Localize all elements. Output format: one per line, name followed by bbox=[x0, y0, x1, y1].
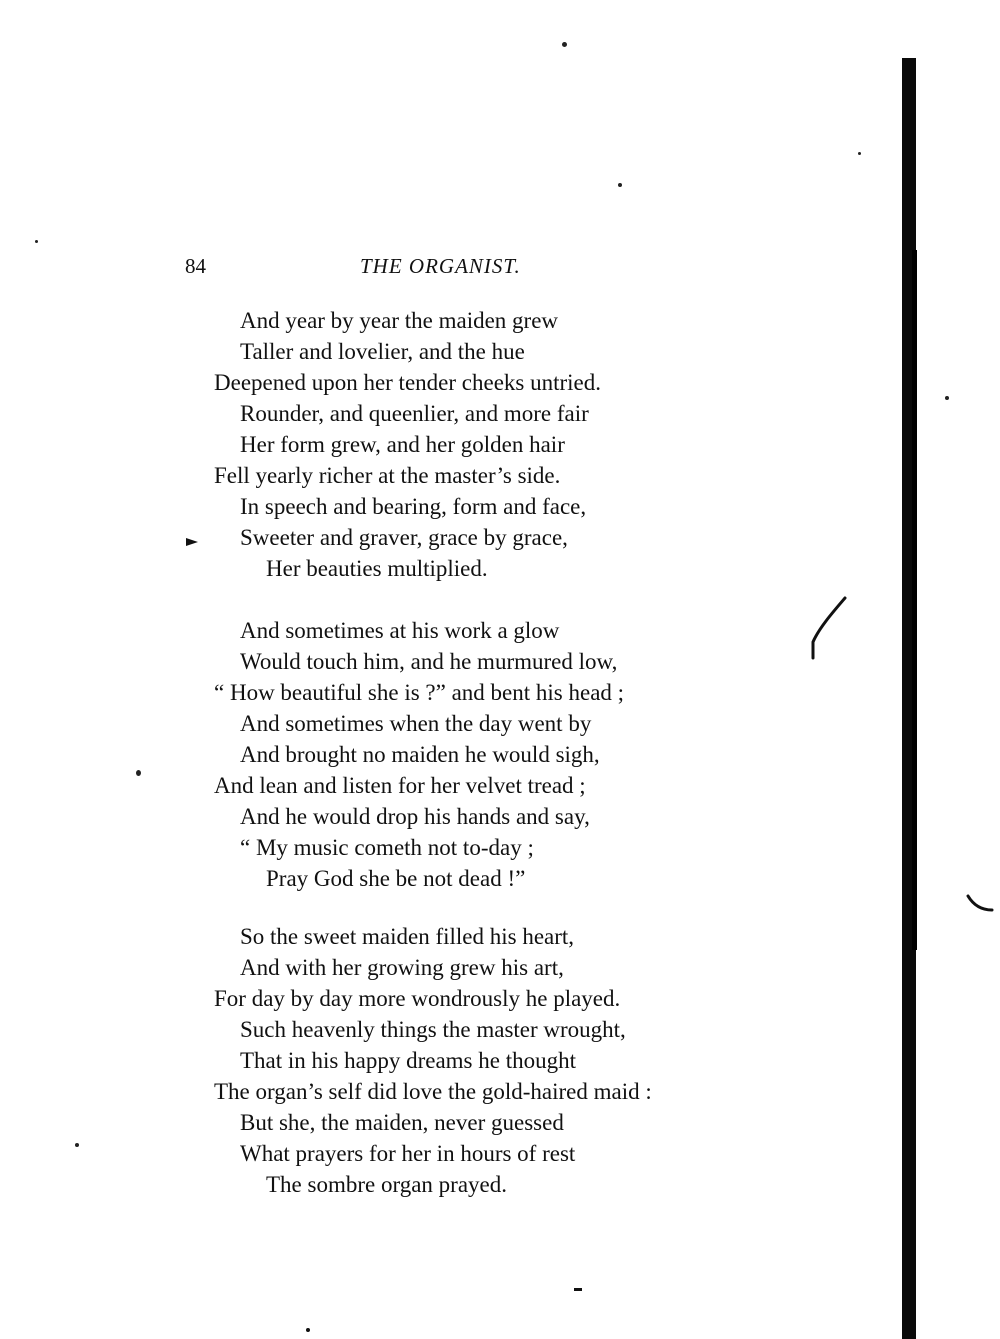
verse-line: And year by year the maiden grew bbox=[240, 308, 559, 333]
scan-mark bbox=[306, 1328, 310, 1332]
verse-line: That in his happy dreams he thought bbox=[240, 1048, 576, 1073]
verse-line: And he would drop his hands and say, bbox=[240, 804, 590, 829]
page-number: 84 bbox=[185, 254, 206, 278]
verse-line: For day by day more wondrously he played. bbox=[214, 986, 621, 1011]
verse-line: “ How beautiful she is ?” and bent his head ; bbox=[214, 680, 625, 705]
verse-line: And sometimes at his work a glow bbox=[240, 618, 560, 643]
verse-line: What prayers for her in hours of rest bbox=[240, 1141, 576, 1166]
page-binding-line bbox=[912, 250, 917, 950]
verse-line: “ My music cometh not to-day ; bbox=[240, 835, 534, 860]
verse-line: Taller and lovelier, and the hue bbox=[240, 339, 525, 364]
pencil-curve-mark bbox=[966, 892, 996, 914]
verse-line: Her beauties multiplied. bbox=[266, 556, 488, 581]
stanza-1 bbox=[214, 305, 874, 584]
scan-speck bbox=[562, 42, 567, 47]
verse-line: The sombre organ prayed. bbox=[266, 1172, 507, 1197]
verse-line: Such heavenly things the master wrought, bbox=[240, 1017, 626, 1042]
verse-line: The organ’s self did love the gold-haired maid : bbox=[214, 1079, 652, 1104]
verse-line: Deepened upon her tender cheeks untried. bbox=[214, 370, 602, 395]
scan-mark bbox=[574, 1288, 582, 1291]
verse-line: Pray God she be not dead !” bbox=[266, 866, 526, 891]
scan-speck bbox=[136, 770, 141, 776]
verse-line: Rounder, and queenlier, and more fair bbox=[240, 401, 589, 426]
verse-line: Her form grew, and her golden hair bbox=[240, 432, 565, 457]
scan-speck bbox=[618, 183, 622, 187]
verse-line: And lean and listen for her velvet tread ; bbox=[214, 773, 586, 798]
pencil-stroke-mark bbox=[805, 592, 850, 662]
verse-line: So the sweet maiden filled his heart, bbox=[240, 924, 575, 949]
verse-line: And with her growing grew his art, bbox=[240, 955, 564, 980]
verse-line: Fell yearly richer at the master’s side. bbox=[214, 463, 561, 488]
verse-line: And sometimes when the day went by bbox=[240, 711, 592, 736]
scan-speck bbox=[35, 240, 38, 243]
verse-line: In speech and bearing, form and face, bbox=[240, 494, 587, 519]
verse-line: Would touch him, and he murmured low, bbox=[240, 649, 618, 674]
verse-line: And brought no maiden he would sigh, bbox=[240, 742, 600, 767]
scan-speck bbox=[858, 152, 861, 155]
scan-speck bbox=[75, 1143, 79, 1147]
stanza-2 bbox=[214, 615, 874, 894]
running-head: THE ORGANIST. bbox=[360, 254, 521, 278]
verse-line: But she, the maiden, never guessed bbox=[240, 1110, 564, 1135]
arrow-mark bbox=[184, 536, 200, 548]
stanza-3 bbox=[214, 921, 874, 1200]
verse-line: Sweeter and graver, grace by grace, bbox=[240, 525, 568, 550]
scan-speck bbox=[945, 396, 949, 400]
